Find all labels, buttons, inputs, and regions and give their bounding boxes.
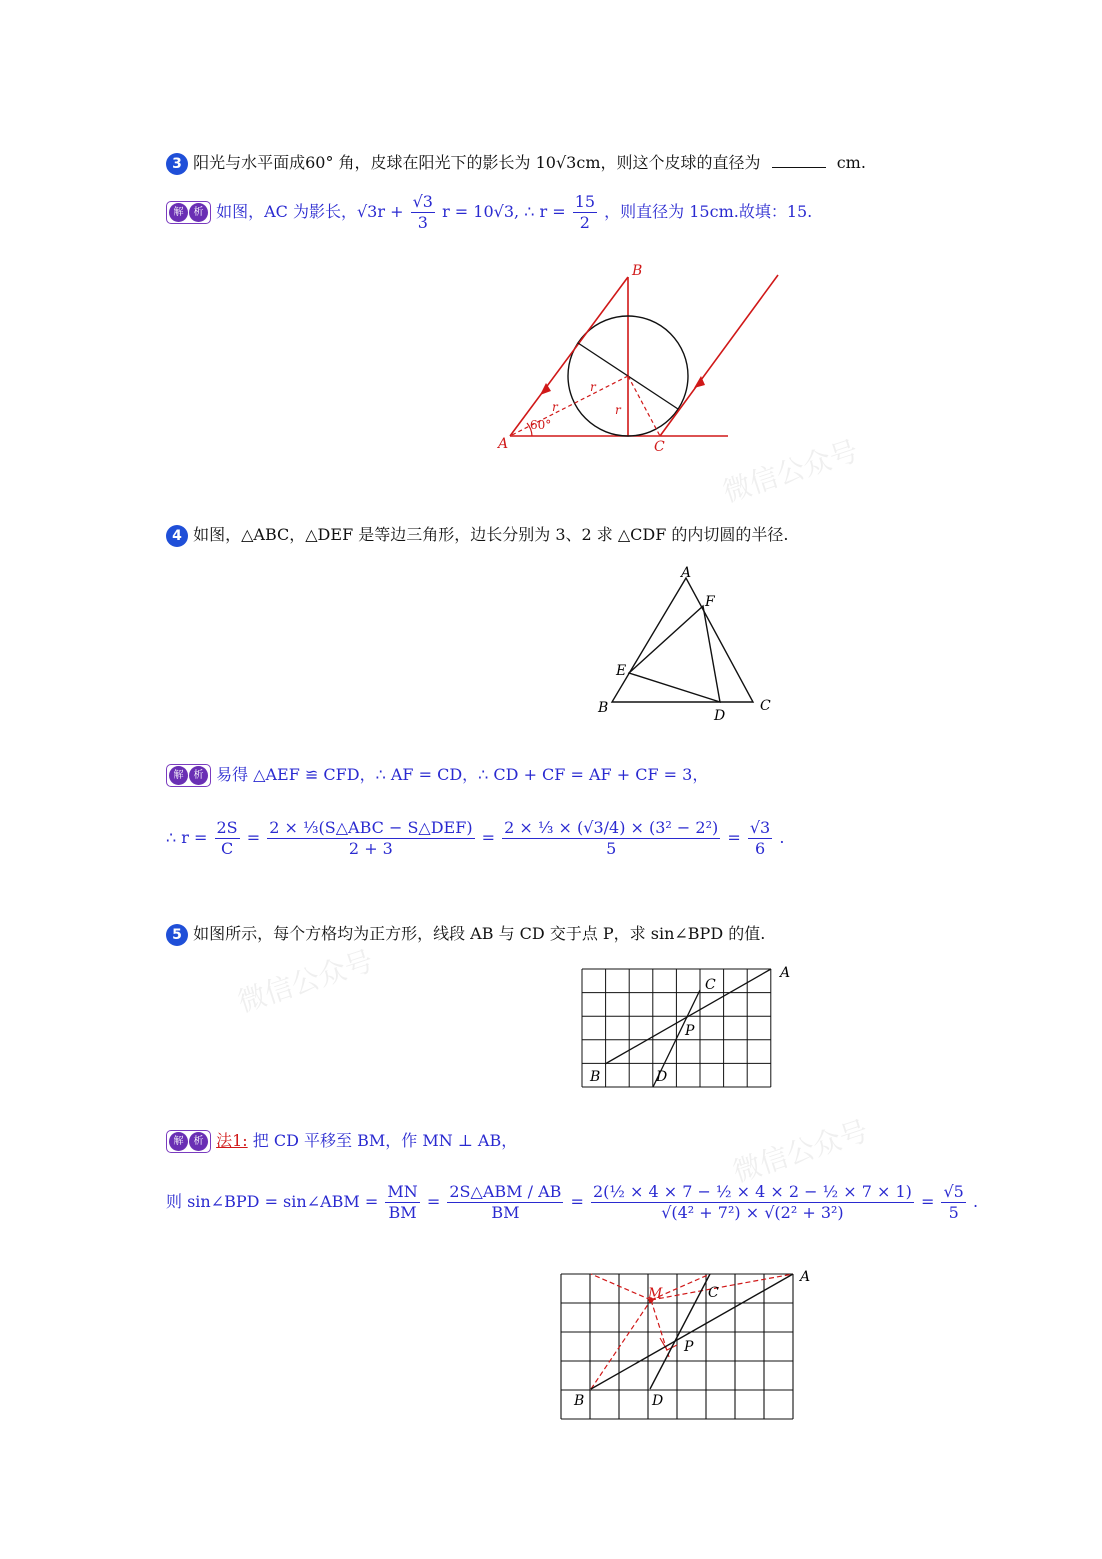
method-label: 法1: (216, 1131, 248, 1150)
figure-q4-triangles (590, 562, 790, 730)
question-5 (166, 921, 765, 946)
solution-badge: 解 析 (166, 1130, 211, 1153)
label-C: C (708, 1285, 719, 1301)
label-C: C (760, 698, 771, 714)
grid (582, 969, 771, 1087)
label-r: r (590, 380, 596, 394)
fraction: $\frac{\text{2 × ⅓ × (√3/4) × (3² − 2²)}}{5}$ (504, 818, 719, 858)
dashed-line (591, 1274, 651, 1300)
dashed-line (651, 1274, 793, 1300)
label-M: M (648, 1286, 663, 1302)
solution-4 (166, 762, 708, 787)
question-text: 如图，△ABC，△DEF 是等边三角形，边长分别为 3、2 求 △CDF 的内切圆的半径. (193, 525, 789, 544)
solution-text: r = 10√3, ∴ r = (442, 202, 566, 221)
fraction: $\frac{\text{2 × ⅓(S△ABC − S△DEF)}}{2 + 3}$ (269, 818, 473, 858)
label-D: D (714, 708, 726, 724)
fraction: $\frac{√3}{3}$ (412, 192, 433, 232)
question-4 (166, 522, 789, 547)
label-r: r (552, 400, 558, 414)
label-A: A (800, 1269, 811, 1285)
label-B: B (598, 700, 609, 716)
triangle-ABC (612, 578, 753, 702)
equals: = (481, 828, 496, 847)
question-number: 4 (166, 525, 188, 547)
question-text: 阳光与水平面成60° 角，皮球在阳光下的影长为 10√3cm，则这个皮球的直径为 (193, 153, 761, 172)
solution-5 (166, 1128, 517, 1153)
figure-q5-solution-grid (556, 1265, 816, 1425)
solution-badge: 解 析 (166, 201, 211, 224)
equals: = (246, 828, 261, 847)
formula-text: ∴ r = (166, 828, 208, 847)
label-D: D (652, 1393, 664, 1409)
solution-badge: 解 析 (166, 764, 211, 787)
solution-3 (166, 192, 812, 233)
formula-text: 则 sin∠BPD = sin∠ABM = (166, 1192, 379, 1211)
label-P: P (684, 1339, 694, 1355)
label-B: B (574, 1393, 585, 1409)
fraction: $\frac{15}{2}$ (574, 192, 596, 232)
solution-text: 把 CD 平移至 BM，作 MN ⊥ AB， (252, 1131, 518, 1150)
label-B: B (632, 263, 643, 279)
label-A: A (780, 965, 791, 981)
sun-ray-left (510, 277, 628, 436)
label-E: E (616, 663, 627, 679)
label-B: B (590, 1069, 601, 1085)
answer-blank (772, 167, 826, 168)
solution-text: ，则直径为 15cm.故填：15. (604, 202, 813, 221)
label-A: A (681, 565, 692, 581)
label-C: C (705, 977, 716, 993)
label-angle: 60° (530, 418, 552, 432)
solution-4-formula: ∴ r = $\frac{2S}{C}$ = $\frac{\text{2 × ⅓(S△ABC − S△DEF)}}{2 + 3}$ = $\frac{\text{2 × ⅓ × (√3/4) × (3² − 2²)}}{5}$ = $\frac{√3}{6}$ . (166, 818, 785, 858)
question-text: 如图所示，每个方格均为正方形，线段 AB 与 CD 交于点 P，求 sin∠BPD 的值. (193, 924, 766, 943)
fraction: $\frac{√3}{6}$ (749, 818, 771, 858)
solution-5-formula: 则 sin∠BPD = sin∠ABM = $\frac{MN}{BM}$ = $\frac{\text{2S△ABM / AB}}{BM}$ = $\frac{\text{2(½ × 4 × 7 − ½ × 4 × 2 − ½ × 7 × 1)}}{\text{√(4² + 7²) × √(2² + 3²)}}$ = $\frac{√5}{5}$ . (166, 1182, 979, 1222)
question-number: 5 (166, 924, 188, 946)
label-C: C (654, 439, 665, 455)
fraction: $\frac{\text{2S△ABM / AB}}{BM}$ (449, 1182, 562, 1222)
question-text-end: cm. (836, 153, 866, 172)
dashed-OC (628, 376, 660, 436)
arrow-icon (540, 383, 551, 395)
solution-text: 如图，AC 为影长，√3r + (216, 202, 404, 221)
dashed-BM (591, 1300, 651, 1389)
fraction: $\frac{√5}{5}$ (943, 1182, 964, 1222)
equals: = (727, 828, 741, 847)
figure-q3-ball-shadow (480, 255, 800, 465)
label-D: D (656, 1069, 668, 1085)
question-number: 3 (166, 153, 188, 175)
label-P: P (685, 1023, 695, 1039)
fraction: $\frac{MN}{BM}$ (387, 1182, 418, 1222)
figure-q5-grid (580, 965, 800, 1095)
fraction: $\frac{\text{2(½ × 4 × 7 − ½ × 4 × 2 − ½ × 7 × 1)}}{\text{√(4² + 7²) × √(2² + 3²)}}$ (592, 1182, 912, 1222)
solution-text: 易得 △AEF ≌ CFD，∴ AF = CD，∴ CD + CF = AF + CF = 3， (216, 765, 709, 784)
question-3 (166, 150, 866, 175)
label-A: A (498, 436, 509, 452)
fraction: $\frac{2S}{C}$ (216, 818, 238, 858)
triangle-DEF (629, 606, 720, 702)
label-r: r (615, 403, 621, 417)
watermark: 微信公众号 (233, 944, 378, 1019)
sun-ray-right (660, 275, 778, 436)
watermark: 微信公众号 (728, 1114, 873, 1189)
watermark: 微信公众号 (718, 434, 863, 509)
label-F: F (705, 594, 715, 610)
